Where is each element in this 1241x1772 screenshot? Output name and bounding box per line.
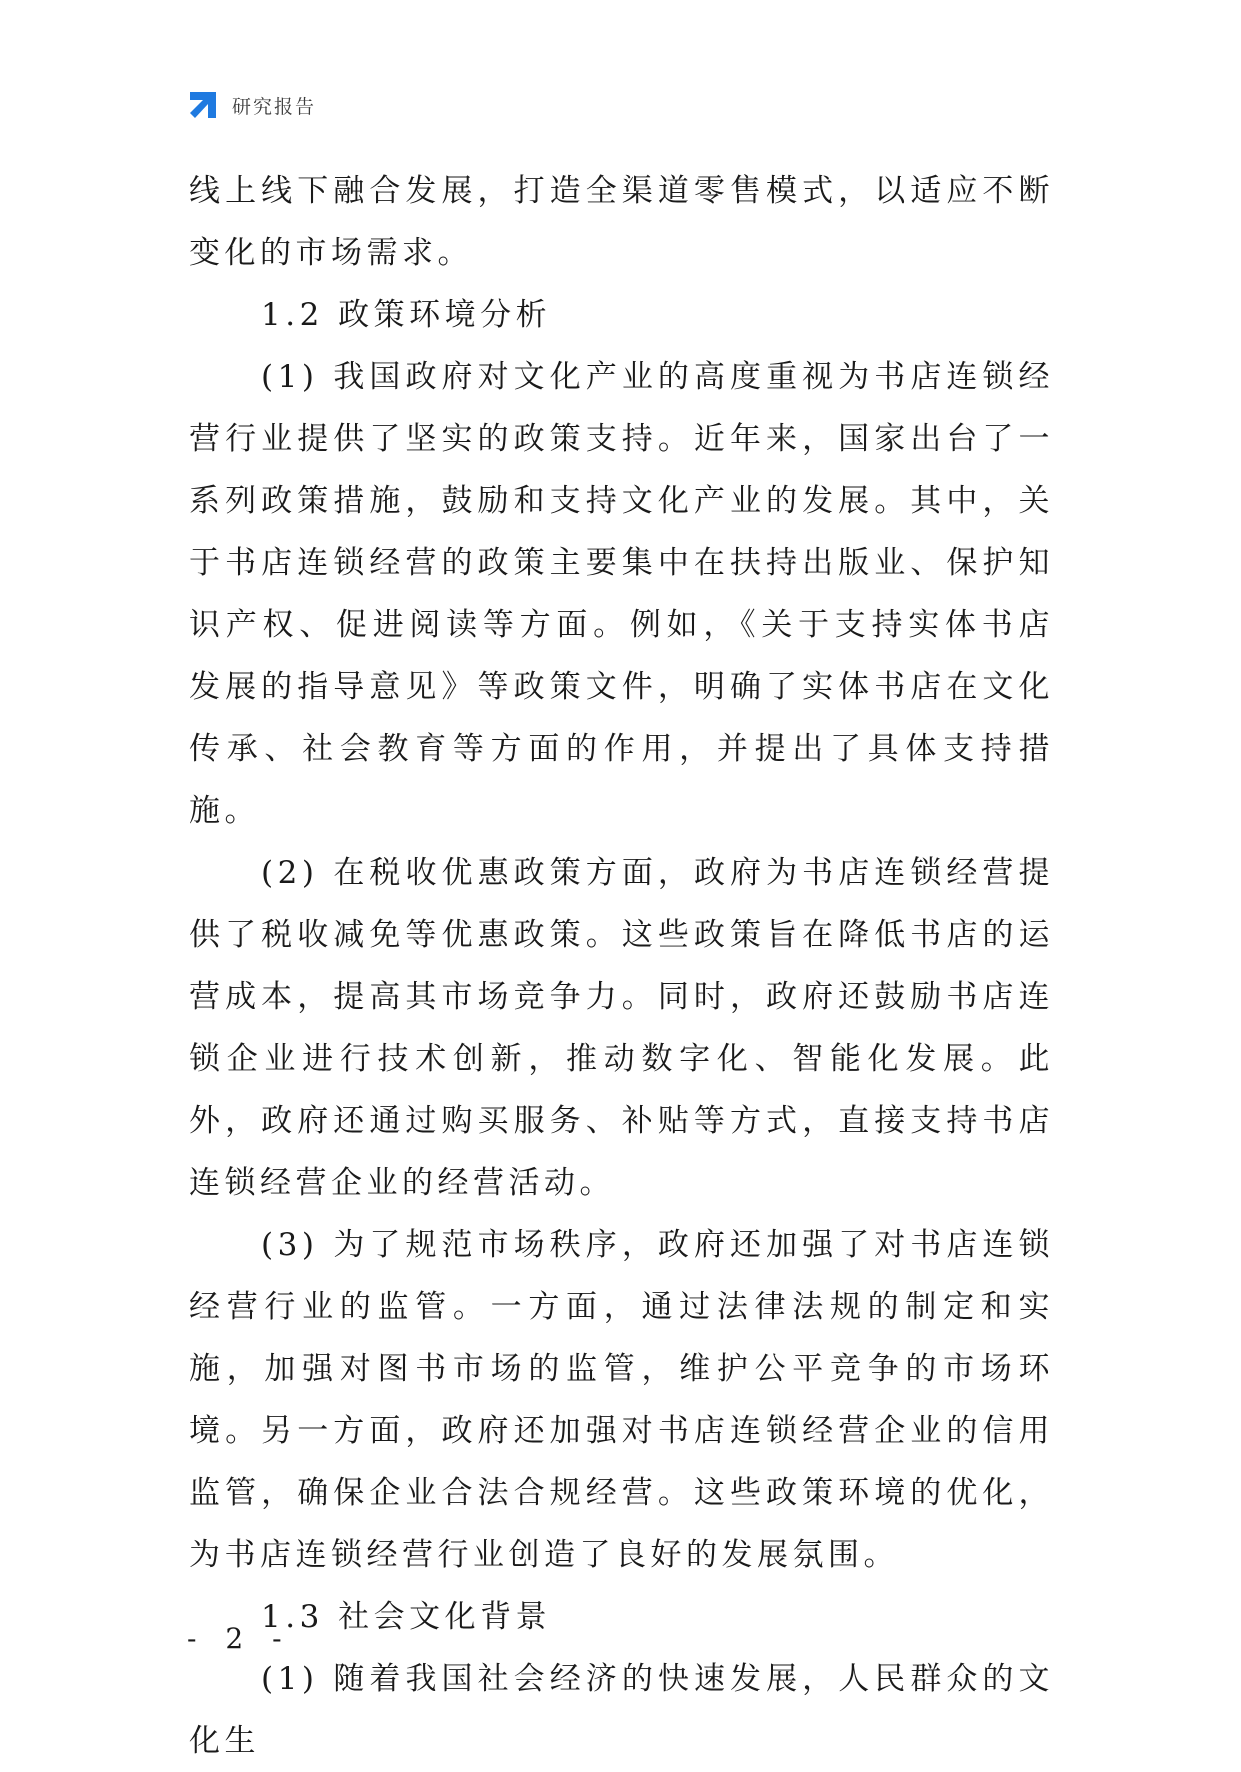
paragraph-1-3-1: (1) 随着我国社会经济的快速发展，人民群众的文化生	[189, 1661, 1054, 1759]
page-header	[186, 88, 316, 122]
paragraph-1-2-1: (1) 我国政府对文化产业的高度重视为书店连锁经营行业提供了坚实的政策支持。近年来，国家出台了一系列政策措施，鼓励和支持文化产业的发展。其中，关于书店连锁经营的政策主要集中在扶持出版业、保护知识产权、促进阅读等方面。例如，《关于支持实体书店发展的指导意见》等政策文件，明确了实体书店在文化传承、社会教育等方面的作用，并提出了具体支持措施。	[189, 359, 1054, 829]
header-title: 研究报告	[232, 95, 317, 118]
paragraph-1-2-2: (2) 在税收优惠政策方面，政府为书店连锁经营提供了税收减免等优惠政策。这些政策旨在降低书店的运营成本，提高其市场竞争力。同时，政府还鼓励书店连锁企业进行技术创新，推动数字化、智能化发展。此外，政府还通过购买服务、补贴等方式，直接支持书店连锁经营企业的经营活动。	[189, 855, 1054, 1201]
continuation-paragraph: 线上线下融合发展，打造全渠道零售模式，以适应不断变化的市场需求。	[189, 173, 1054, 271]
arrow-up-right-icon	[186, 88, 220, 122]
paragraph-1-2-3: (3) 为了规范市场秩序，政府还加强了对书店连锁经营行业的监管。一方面，通过法律法规的制定和实施，加强对图书市场的监管，维护公平竞争的市场环境。另一方面，政府还加强对书店连锁经营企业的信用监管，确保企业合法合规经营。这些政策环境的优化，为书店连锁经营行业创造了良好的发展氛围。	[189, 1227, 1054, 1573]
page-number: - 2 -	[187, 1622, 292, 1655]
document-body	[189, 160, 1054, 1772]
section-heading-1-3: 1.3 社会文化背景	[261, 1599, 552, 1635]
section-heading-1-2: 1.2 政策环境分析	[261, 297, 552, 333]
